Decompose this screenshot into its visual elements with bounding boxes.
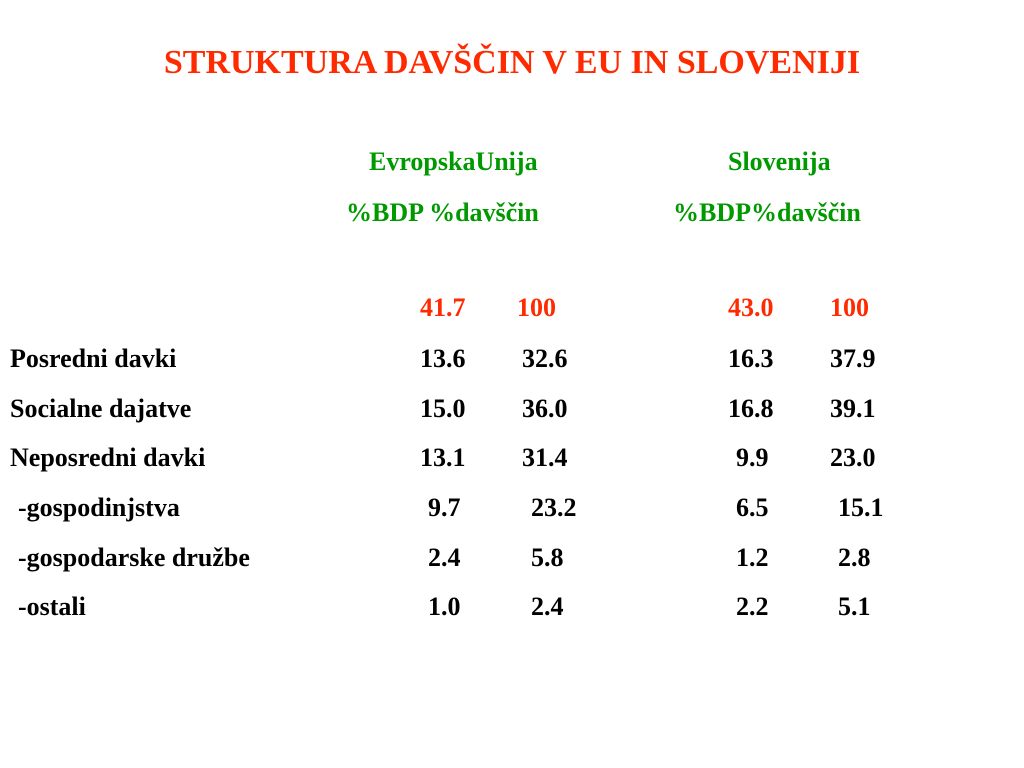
si-pct-value: 15.1 <box>838 493 884 522</box>
si-pct-value: 23.0 <box>830 443 876 472</box>
si-bdp-value: 9.9 <box>736 443 769 472</box>
si-bdp-value: 16.8 <box>728 394 774 423</box>
eu-pct-value: 32.6 <box>522 344 568 373</box>
si-bdp-value: 6.5 <box>736 493 769 522</box>
eu-bdp-value: 1.0 <box>428 592 461 621</box>
si-pct-value: 37.9 <box>830 344 876 373</box>
row-label: Neposredni davki <box>10 443 206 472</box>
eu-bdp-value: 9.7 <box>428 493 461 522</box>
eu-pct-value: 36.0 <box>522 394 568 423</box>
si-units-header: %BDP%davščin <box>673 198 861 227</box>
total-si-bdp: 43.0 <box>728 293 774 322</box>
row-label: -gospodarske družbe <box>18 543 250 572</box>
si-pct-value: 5.1 <box>838 592 871 621</box>
row-label: Socialne dajatve <box>10 394 192 423</box>
slide-title: STRUKTURA DAVŠČIN V EU IN SLOVENIJI <box>163 44 861 81</box>
eu-pct-value: 5.8 <box>531 543 564 572</box>
total-eu-pct: 100 <box>517 293 556 322</box>
eu-bdp-value: 13.1 <box>420 443 466 472</box>
si-pct-value: 39.1 <box>830 394 876 423</box>
row-label: -ostali <box>18 592 86 621</box>
eu-bdp-value: 2.4 <box>428 543 461 572</box>
si-pct-value: 2.8 <box>838 543 871 572</box>
si-bdp-value: 1.2 <box>736 543 769 572</box>
row-label: -gospodinjstva <box>18 493 180 522</box>
si-header: Slovenija <box>728 147 831 176</box>
total-eu-bdp: 41.7 <box>420 293 466 322</box>
eu-pct-value: 31.4 <box>522 443 568 472</box>
eu-bdp-value: 15.0 <box>420 394 466 423</box>
eu-pct-value: 2.4 <box>531 592 564 621</box>
si-bdp-value: 2.2 <box>736 592 769 621</box>
eu-header: EvropskaUnija <box>369 147 538 176</box>
total-si-pct: 100 <box>830 293 869 322</box>
si-bdp-value: 16.3 <box>728 344 774 373</box>
eu-units-header: %BDP %davščin <box>346 198 539 227</box>
eu-bdp-value: 13.6 <box>420 344 466 373</box>
eu-pct-value: 23.2 <box>531 493 577 522</box>
row-label: Posredni davki <box>10 344 177 373</box>
